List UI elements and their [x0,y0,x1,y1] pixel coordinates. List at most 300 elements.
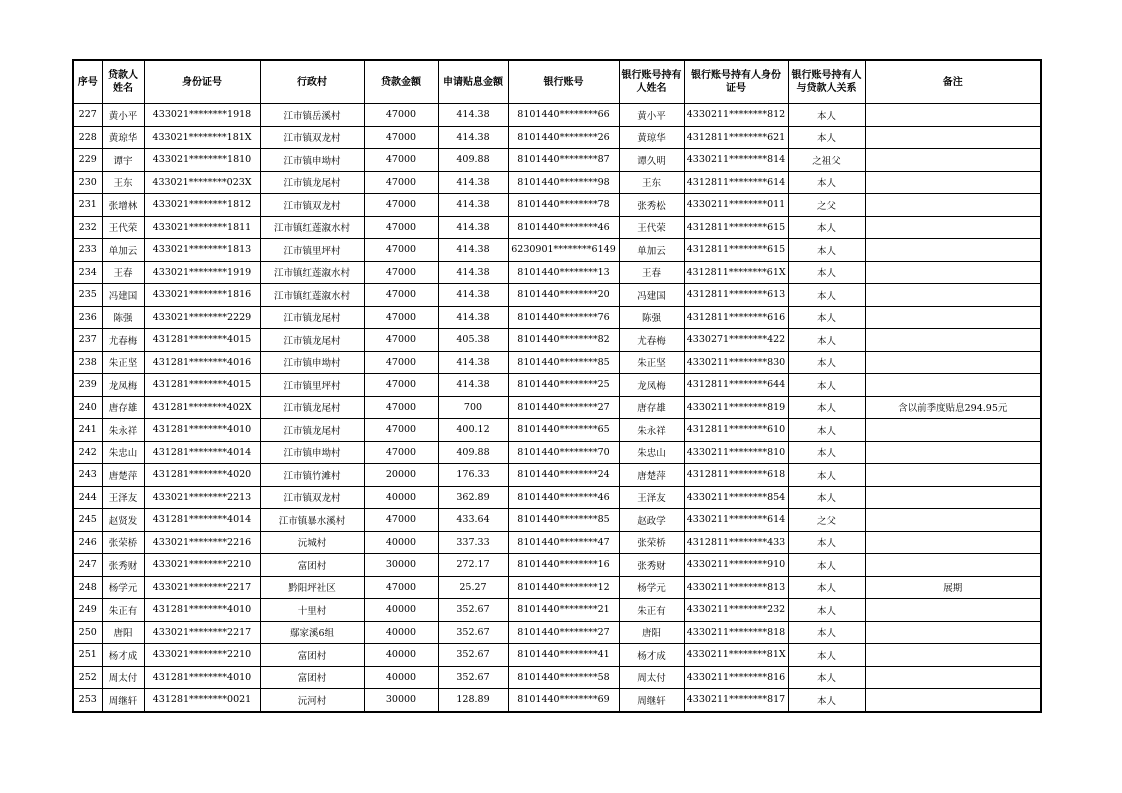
cell-bank-account: 8101440********41 [508,644,619,667]
cell-id-number: 433021********1918 [144,104,260,127]
cell-account-holder-id: 4330211********814 [684,149,788,172]
cell-borrower-name: 王泽友 [102,486,144,509]
cell-subsidy-amount: 272.17 [438,554,508,577]
cell-village: 江市镇双龙村 [260,126,364,149]
cell-village: 江市镇龙尾村 [260,306,364,329]
cell-holder-relation: 本人 [788,599,865,622]
cell-remark [865,419,1041,442]
cell-account-holder-name: 黄小平 [619,104,684,127]
cell-loan-amount: 47000 [364,194,438,217]
table-row [73,441,1041,464]
cell-village: 江市镇龙尾村 [260,329,364,352]
cell-account-holder-name: 王春 [619,261,684,284]
cell-holder-relation: 本人 [788,689,865,712]
cell-seq: 228 [73,126,102,149]
cell-id-number: 431281********4015 [144,329,260,352]
cell-village: 江市镇红莲溆水村 [260,261,364,284]
table-row [73,194,1041,217]
cell-id-number: 433021********2210 [144,554,260,577]
cell-bank-account: 8101440********66 [508,104,619,127]
cell-seq: 249 [73,599,102,622]
table-row [73,284,1041,307]
header-holder-relation: 银行账号持有人与贷款人关系 [788,60,865,104]
cell-account-holder-name: 唐阳 [619,621,684,644]
cell-account-holder-name: 朱正有 [619,599,684,622]
table-row [73,689,1041,712]
cell-remark [865,621,1041,644]
cell-id-number: 433021********2217 [144,621,260,644]
cell-loan-amount: 30000 [364,689,438,712]
cell-borrower-name: 赵贤发 [102,509,144,532]
cell-loan-amount: 47000 [364,284,438,307]
cell-borrower-name: 王东 [102,171,144,194]
cell-seq: 239 [73,374,102,397]
cell-id-number: 433021********1812 [144,194,260,217]
cell-account-holder-id: 4330211********011 [684,194,788,217]
header-seq: 序号 [73,60,102,104]
cell-bank-account: 8101440********20 [508,284,619,307]
cell-seq: 245 [73,509,102,532]
cell-loan-amount: 47000 [364,126,438,149]
cell-account-holder-id: 4312811********616 [684,306,788,329]
cell-account-holder-id: 4312811********621 [684,126,788,149]
cell-village: 富团村 [260,666,364,689]
cell-bank-account: 8101440********27 [508,396,619,419]
cell-seq: 248 [73,576,102,599]
cell-seq: 231 [73,194,102,217]
cell-village: 江市镇里坪村 [260,239,364,262]
cell-loan-amount: 40000 [364,621,438,644]
cell-account-holder-id: 4330211********812 [684,104,788,127]
loan-subsidy-table [72,59,1042,713]
header-account-holder-id: 银行账号持有人身份证号 [684,60,788,104]
cell-seq: 243 [73,464,102,487]
cell-holder-relation: 本人 [788,239,865,262]
cell-borrower-name: 周太付 [102,666,144,689]
cell-account-holder-name: 陈强 [619,306,684,329]
cell-id-number: 431281********4016 [144,351,260,374]
cell-account-holder-id: 4312811********615 [684,239,788,262]
cell-bank-account: 8101440********25 [508,374,619,397]
cell-bank-account: 8101440********78 [508,194,619,217]
cell-seq: 234 [73,261,102,284]
table-row [73,576,1041,599]
cell-borrower-name: 朱忠山 [102,441,144,464]
table-row [73,239,1041,262]
cell-village: 富团村 [260,644,364,667]
cell-borrower-name: 单加云 [102,239,144,262]
cell-account-holder-id: 4312811********644 [684,374,788,397]
cell-account-holder-name: 唐楚萍 [619,464,684,487]
table-row [73,509,1041,532]
cell-account-holder-id: 4330211********813 [684,576,788,599]
cell-loan-amount: 47000 [364,441,438,464]
table-header [73,60,1041,104]
cell-id-number: 431281********4010 [144,599,260,622]
cell-holder-relation: 本人 [788,464,865,487]
cell-account-holder-name: 朱正坚 [619,351,684,374]
table-row [73,216,1041,239]
cell-subsidy-amount: 409.88 [438,441,508,464]
cell-bank-account: 8101440********98 [508,171,619,194]
cell-holder-relation: 本人 [788,486,865,509]
cell-borrower-name: 谭宇 [102,149,144,172]
cell-holder-relation: 本人 [788,374,865,397]
table-row [73,396,1041,419]
cell-village: 沅河村 [260,689,364,712]
cell-remark [865,261,1041,284]
cell-subsidy-amount: 337.33 [438,531,508,554]
cell-holder-relation: 本人 [788,351,865,374]
cell-borrower-name: 王代荣 [102,216,144,239]
table-row [73,126,1041,149]
cell-borrower-name: 朱永祥 [102,419,144,442]
table-row [73,261,1041,284]
table-row [73,306,1041,329]
cell-borrower-name: 张荣桥 [102,531,144,554]
cell-id-number: 431281********402X [144,396,260,419]
cell-account-holder-name: 张秀松 [619,194,684,217]
cell-id-number: 433021********2229 [144,306,260,329]
table-row [73,149,1041,172]
cell-bank-account: 8101440********65 [508,419,619,442]
cell-remark [865,374,1041,397]
cell-village: 江市镇申坳村 [260,441,364,464]
cell-village: 江市镇里坪村 [260,374,364,397]
cell-holder-relation: 本人 [788,329,865,352]
cell-loan-amount: 40000 [364,666,438,689]
cell-holder-relation: 之父 [788,509,865,532]
cell-account-holder-id: 4330211********816 [684,666,788,689]
cell-loan-amount: 47000 [364,351,438,374]
cell-borrower-name: 周继轩 [102,689,144,712]
cell-remark [865,126,1041,149]
cell-seq: 244 [73,486,102,509]
cell-subsidy-amount: 433.64 [438,509,508,532]
cell-loan-amount: 40000 [364,531,438,554]
cell-bank-account: 8101440********16 [508,554,619,577]
cell-seq: 250 [73,621,102,644]
cell-account-holder-name: 黄琼华 [619,126,684,149]
cell-bank-account: 8101440********70 [508,441,619,464]
header-bank-account: 银行账号 [508,60,619,104]
cell-subsidy-amount: 414.38 [438,104,508,127]
cell-account-holder-id: 4312811********615 [684,216,788,239]
cell-borrower-name: 张增林 [102,194,144,217]
cell-village: 黔阳坪社区 [260,576,364,599]
cell-bank-account: 8101440********47 [508,531,619,554]
cell-account-holder-id: 4312811********610 [684,419,788,442]
cell-account-holder-id: 4330211********810 [684,441,788,464]
cell-bank-account: 6230901********6149 [508,239,619,262]
cell-village: 江市镇红莲溆水村 [260,216,364,239]
cell-subsidy-amount: 414.38 [438,239,508,262]
table-row [73,486,1041,509]
cell-loan-amount: 47000 [364,261,438,284]
cell-subsidy-amount: 414.38 [438,261,508,284]
cell-loan-amount: 30000 [364,554,438,577]
cell-village: 江市镇龙尾村 [260,419,364,442]
header-subsidy-amount: 申请贴息金额 [438,60,508,104]
table-row [73,621,1041,644]
cell-bank-account: 8101440********87 [508,149,619,172]
cell-loan-amount: 47000 [364,419,438,442]
cell-borrower-name: 唐存雄 [102,396,144,419]
cell-account-holder-id: 4330211********614 [684,509,788,532]
cell-village: 江市镇龙尾村 [260,171,364,194]
cell-bank-account: 8101440********26 [508,126,619,149]
cell-account-holder-id: 4312811********614 [684,171,788,194]
cell-subsidy-amount: 176.33 [438,464,508,487]
cell-holder-relation: 本人 [788,576,865,599]
cell-borrower-name: 尤春梅 [102,329,144,352]
cell-id-number: 431281********4014 [144,509,260,532]
cell-holder-relation: 本人 [788,666,865,689]
cell-borrower-name: 龙凤梅 [102,374,144,397]
cell-bank-account: 8101440********27 [508,621,619,644]
cell-account-holder-name: 龙凤梅 [619,374,684,397]
cell-id-number: 433021********1810 [144,149,260,172]
cell-village: 江市镇申坳村 [260,149,364,172]
cell-borrower-name: 黄小平 [102,104,144,127]
cell-village: 江市镇龙尾村 [260,396,364,419]
cell-subsidy-amount: 414.38 [438,216,508,239]
cell-holder-relation: 本人 [788,554,865,577]
cell-borrower-name: 朱正坚 [102,351,144,374]
cell-id-number: 431281********4020 [144,464,260,487]
cell-account-holder-name: 单加云 [619,239,684,262]
cell-borrower-name: 张秀财 [102,554,144,577]
table-row [73,104,1041,127]
table-row [73,171,1041,194]
cell-bank-account: 8101440********76 [508,306,619,329]
cell-id-number: 433021********023X [144,171,260,194]
cell-holder-relation: 本人 [788,126,865,149]
cell-loan-amount: 20000 [364,464,438,487]
cell-remark [865,644,1041,667]
cell-borrower-name: 冯建国 [102,284,144,307]
cell-seq: 253 [73,689,102,712]
cell-seq: 233 [73,239,102,262]
cell-subsidy-amount: 700 [438,396,508,419]
cell-village: 江市镇双龙村 [260,486,364,509]
cell-account-holder-id: 4330211********854 [684,486,788,509]
cell-account-holder-name: 杨学元 [619,576,684,599]
cell-loan-amount: 40000 [364,599,438,622]
cell-village: 江市镇申坳村 [260,351,364,374]
cell-seq: 246 [73,531,102,554]
cell-account-holder-id: 4330211********910 [684,554,788,577]
cell-subsidy-amount: 414.38 [438,374,508,397]
cell-account-holder-id: 4330211********81X [684,644,788,667]
cell-account-holder-name: 王泽友 [619,486,684,509]
cell-remark [865,239,1041,262]
cell-holder-relation: 本人 [788,644,865,667]
cell-holder-relation: 之祖父 [788,149,865,172]
table-row [73,666,1041,689]
table-body [73,104,1041,712]
cell-loan-amount: 47000 [364,509,438,532]
cell-account-holder-id: 4330211********232 [684,599,788,622]
cell-seq: 251 [73,644,102,667]
cell-loan-amount: 47000 [364,149,438,172]
cell-account-holder-name: 朱忠山 [619,441,684,464]
cell-village: 十里村 [260,599,364,622]
cell-bank-account: 8101440********21 [508,599,619,622]
cell-bank-account: 8101440********46 [508,486,619,509]
cell-subsidy-amount: 409.88 [438,149,508,172]
cell-bank-account: 8101440********69 [508,689,619,712]
cell-loan-amount: 47000 [364,171,438,194]
header-loan-amount: 贷款金额 [364,60,438,104]
header-account-holder-name: 银行账号持有人姓名 [619,60,684,104]
cell-loan-amount: 47000 [364,104,438,127]
cell-subsidy-amount: 352.67 [438,644,508,667]
cell-account-holder-name: 朱永祥 [619,419,684,442]
cell-remark [865,486,1041,509]
cell-bank-account: 8101440********85 [508,351,619,374]
cell-borrower-name: 唐阳 [102,621,144,644]
table-row [73,531,1041,554]
cell-account-holder-id: 4330271********422 [684,329,788,352]
cell-remark [865,216,1041,239]
cell-loan-amount: 47000 [364,329,438,352]
cell-id-number: 433021********2210 [144,644,260,667]
cell-account-holder-name: 周太付 [619,666,684,689]
cell-remark: 含以前季度贴息294.95元 [865,396,1041,419]
cell-village: 沅城村 [260,531,364,554]
cell-holder-relation: 本人 [788,104,865,127]
cell-village: 江市镇岳溪村 [260,104,364,127]
cell-loan-amount: 47000 [364,306,438,329]
cell-id-number: 431281********4010 [144,666,260,689]
cell-account-holder-id: 4312811********433 [684,531,788,554]
cell-loan-amount: 47000 [364,216,438,239]
cell-loan-amount: 47000 [364,374,438,397]
cell-seq: 236 [73,306,102,329]
cell-remark [865,351,1041,374]
cell-borrower-name: 朱正有 [102,599,144,622]
cell-account-holder-name: 杨才成 [619,644,684,667]
cell-subsidy-amount: 352.67 [438,599,508,622]
cell-id-number: 433021********1816 [144,284,260,307]
cell-borrower-name: 黄琼华 [102,126,144,149]
cell-village: 江市镇竹滩村 [260,464,364,487]
cell-bank-account: 8101440********82 [508,329,619,352]
cell-account-holder-id: 4312811********618 [684,464,788,487]
cell-account-holder-name: 张秀财 [619,554,684,577]
header-id-number: 身份证号 [144,60,260,104]
table-row [73,329,1041,352]
cell-account-holder-name: 张荣桥 [619,531,684,554]
cell-account-holder-id: 4330211********819 [684,396,788,419]
cell-account-holder-name: 周继轩 [619,689,684,712]
cell-seq: 247 [73,554,102,577]
cell-holder-relation: 之父 [788,194,865,217]
cell-id-number: 433021********181X [144,126,260,149]
cell-holder-relation: 本人 [788,261,865,284]
cell-account-holder-name: 唐存雄 [619,396,684,419]
cell-account-holder-name: 王东 [619,171,684,194]
cell-subsidy-amount: 400.12 [438,419,508,442]
cell-id-number: 431281********4015 [144,374,260,397]
cell-seq: 229 [73,149,102,172]
cell-subsidy-amount: 414.38 [438,194,508,217]
cell-remark [865,104,1041,127]
cell-village: 富团村 [260,554,364,577]
cell-seq: 242 [73,441,102,464]
cell-id-number: 433021********2216 [144,531,260,554]
cell-remark [865,171,1041,194]
cell-remark [865,599,1041,622]
cell-loan-amount: 47000 [364,396,438,419]
table-row [73,419,1041,442]
cell-holder-relation: 本人 [788,396,865,419]
header-village: 行政村 [260,60,364,104]
cell-loan-amount: 40000 [364,644,438,667]
cell-remark [865,194,1041,217]
cell-remark [865,509,1041,532]
cell-remark [865,531,1041,554]
cell-holder-relation: 本人 [788,531,865,554]
cell-account-holder-name: 王代荣 [619,216,684,239]
cell-seq: 227 [73,104,102,127]
cell-id-number: 433021********2213 [144,486,260,509]
cell-subsidy-amount: 414.38 [438,284,508,307]
cell-seq: 240 [73,396,102,419]
cell-borrower-name: 唐楚萍 [102,464,144,487]
cell-seq: 235 [73,284,102,307]
table-row [73,351,1041,374]
cell-id-number: 433021********2217 [144,576,260,599]
cell-id-number: 431281********4010 [144,419,260,442]
cell-id-number: 431281********4014 [144,441,260,464]
cell-bank-account: 8101440********12 [508,576,619,599]
header-row [73,60,1041,104]
cell-bank-account: 8101440********58 [508,666,619,689]
cell-holder-relation: 本人 [788,306,865,329]
cell-seq: 232 [73,216,102,239]
table-row [73,599,1041,622]
header-remark: 备注 [865,60,1041,104]
cell-account-holder-id: 4330211********830 [684,351,788,374]
table-row [73,644,1041,667]
cell-remark [865,306,1041,329]
cell-village: 江市镇双龙村 [260,194,364,217]
cell-bank-account: 8101440********13 [508,261,619,284]
cell-holder-relation: 本人 [788,621,865,644]
cell-loan-amount: 47000 [364,239,438,262]
cell-account-holder-id: 4312811********61X [684,261,788,284]
cell-seq: 252 [73,666,102,689]
cell-remark [865,149,1041,172]
cell-remark [865,554,1041,577]
cell-subsidy-amount: 128.89 [438,689,508,712]
cell-seq: 238 [73,351,102,374]
cell-remark [865,689,1041,712]
cell-subsidy-amount: 414.38 [438,126,508,149]
cell-subsidy-amount: 25.27 [438,576,508,599]
cell-subsidy-amount: 414.38 [438,351,508,374]
table-row [73,374,1041,397]
cell-account-holder-name: 尤春梅 [619,329,684,352]
cell-borrower-name: 王春 [102,261,144,284]
cell-bank-account: 8101440********46 [508,216,619,239]
cell-id-number: 431281********0021 [144,689,260,712]
cell-village: 江市镇红莲溆水村 [260,284,364,307]
header-borrower-name: 贷款人姓名 [102,60,144,104]
cell-remark [865,284,1041,307]
